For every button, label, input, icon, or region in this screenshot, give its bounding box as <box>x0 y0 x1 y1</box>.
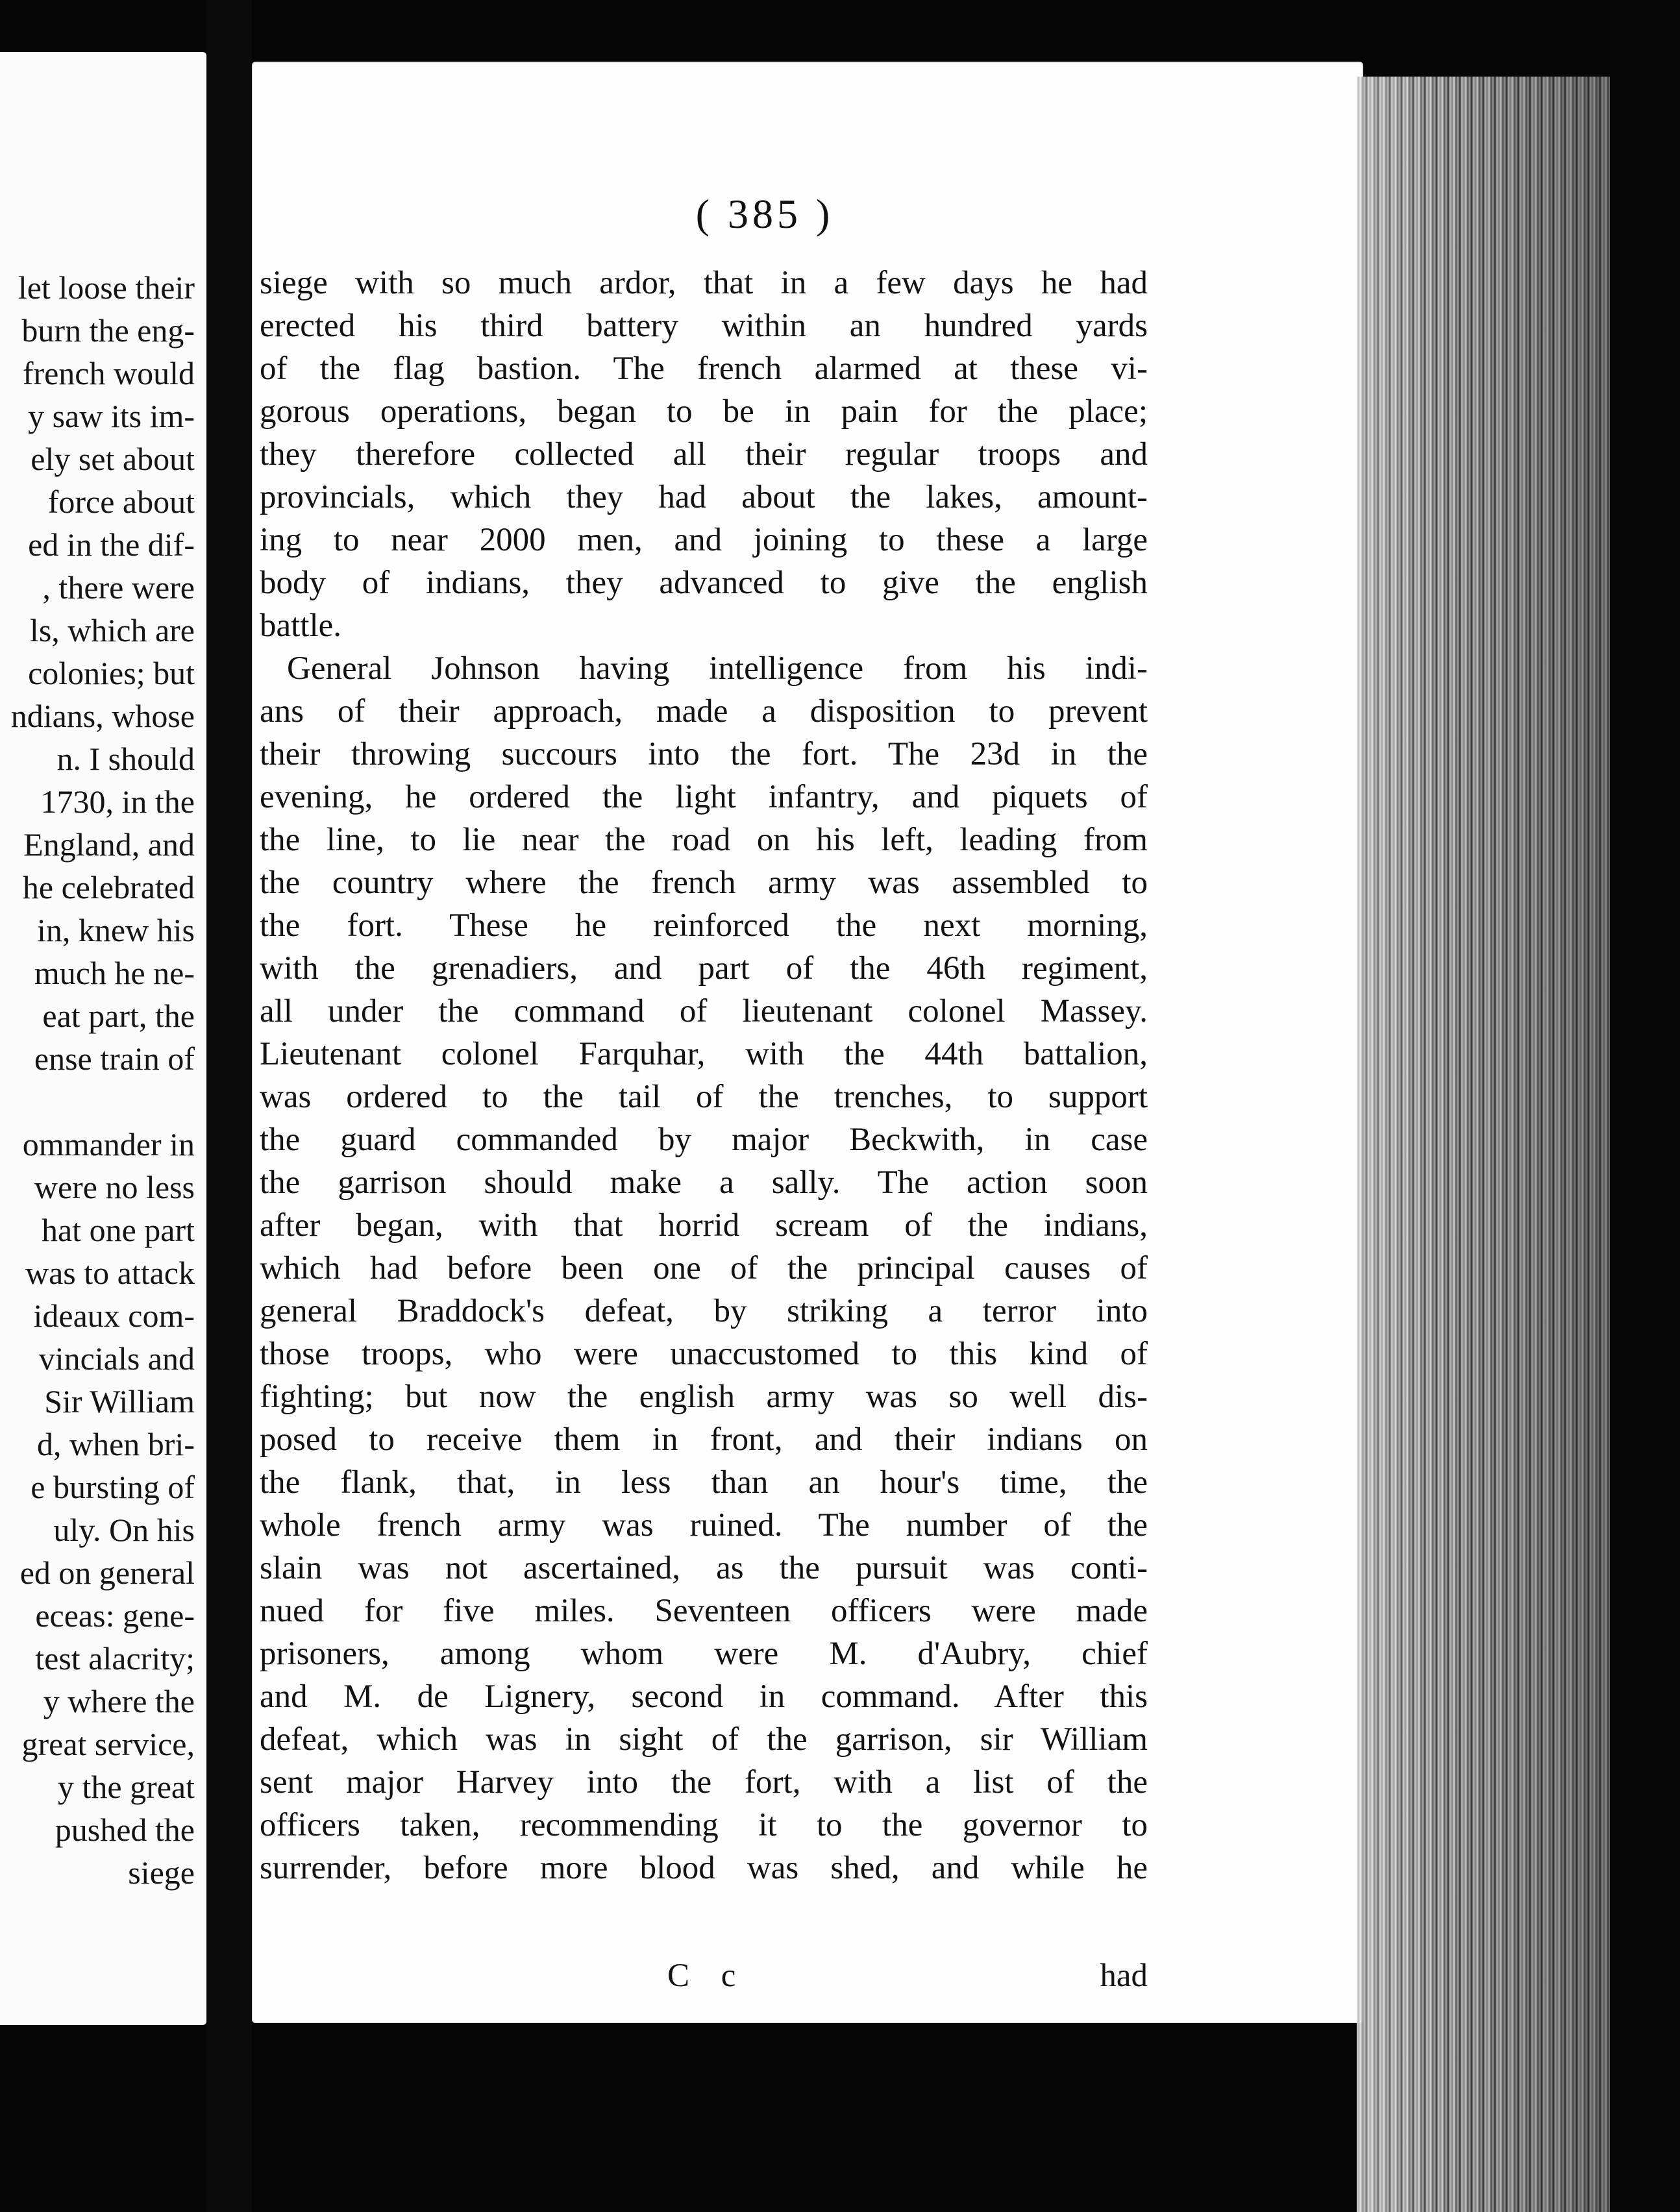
text-line: their throwing succours into the fort. The 23d in the <box>260 736 1148 772</box>
text-line: defeat, which was in sight of the garrison, sir William <box>260 1721 1148 1758</box>
left-line: , there were <box>42 569 195 606</box>
left-line <box>0 1080 195 1123</box>
left-line: uly. On his <box>53 1512 195 1548</box>
text-line: surrender, before more blood was shed, and while he <box>260 1850 1148 1886</box>
text-line: the fort. These he reinforced the next morning, <box>260 907 1148 944</box>
text-line: and M. de Lignery, second in command. After this <box>260 1678 1148 1715</box>
left-line: eat part, the <box>42 998 195 1034</box>
text-line: the garrison should make a sally. The action soon <box>260 1164 1148 1201</box>
catchword: had <box>1100 1958 1148 1994</box>
left-line: England, and <box>23 826 195 863</box>
text-line: with the grenadiers, and part of the 46th regiment, <box>260 950 1148 987</box>
left-line: ndians, whose <box>10 698 195 734</box>
text-line: the line, to lie near the road on his left, leading from <box>260 822 1148 858</box>
text-line: erected his third battery within an hundred yards <box>260 308 1148 344</box>
text-line: of the flag bastion. The french alarmed at these vi- <box>260 350 1148 387</box>
text-line: evening, he ordered the light infantry, and piquets of <box>260 779 1148 815</box>
page-number: ( 385 ) <box>695 191 834 237</box>
signature-mark: C c <box>667 1958 748 1994</box>
left-line: french would <box>22 355 195 391</box>
page-footer <box>260 1957 1148 2002</box>
left-line: hat one part <box>41 1212 195 1248</box>
text-line: general Braddock's defeat, by striking a terror into <box>260 1293 1148 1329</box>
left-line: e bursting of <box>31 1469 195 1505</box>
text-line: ans of their approach, made a disposition to prevent <box>260 693 1148 730</box>
scan-background-edge <box>1610 0 1680 2212</box>
left-line: ed on general <box>19 1555 195 1591</box>
left-line: much he ne- <box>34 955 195 991</box>
text-line: fighting; but now the english army was so well dis- <box>260 1379 1148 1415</box>
left-line: pushed the <box>55 1812 195 1848</box>
text-line: body of indians, they advanced to give the english <box>260 565 1148 601</box>
left-line: siege <box>128 1854 195 1891</box>
text-line: ing to near 2000 men, and joining to these a large <box>260 522 1148 558</box>
left-line: he celebrated <box>22 869 195 905</box>
text-line: all under the command of lieutenant colonel Massey. <box>260 993 1148 1029</box>
text-line: the guard commanded by major Beckwith, in case <box>260 1122 1148 1158</box>
left-line: 1730, in the <box>40 783 195 820</box>
left-line: ommander in <box>22 1126 195 1162</box>
text-line: Lieutenant colonel Farquhar, with the 44th battalion, <box>260 1036 1148 1072</box>
text-line: posed to receive them in front, and their indians on <box>260 1421 1148 1458</box>
text-line: the country where the french army was assembled to <box>260 865 1148 901</box>
left-line: d, when bri- <box>37 1426 195 1462</box>
text-line: those troops, who were unaccustomed to this kind of <box>260 1336 1148 1372</box>
page-stack-shading <box>1357 77 1610 2212</box>
left-line: y the great <box>57 1769 195 1805</box>
previous-page-text <box>0 266 195 1894</box>
left-line: in, knew his <box>36 912 195 948</box>
text-line: they therefore collected all their regular troops and <box>260 436 1148 473</box>
text-line: slain was not ascertained, as the pursuit was conti- <box>260 1550 1148 1586</box>
left-line: were no less <box>34 1169 195 1205</box>
text-line: whole french army was ruined. The number of the <box>260 1507 1148 1543</box>
text-line: after began, with that horrid scream of the indians, <box>260 1207 1148 1244</box>
text-line: provincials, which they had about the lakes, amount- <box>260 479 1148 515</box>
left-line: force about <box>47 484 195 520</box>
left-line: colonies; but <box>28 655 195 691</box>
left-line: n. I should <box>56 741 195 777</box>
text-line: sent major Harvey into the fort, with a list of the <box>260 1764 1148 1800</box>
text-line: was ordered to the tail of the trenches, to support <box>260 1079 1148 1115</box>
book-page <box>252 62 1363 2023</box>
book-gutter <box>206 0 252 2212</box>
left-line: ense train of <box>34 1040 195 1077</box>
left-line: test alacrity; <box>35 1640 195 1677</box>
left-line: burn the eng- <box>21 312 195 349</box>
left-line: ideaux com- <box>33 1297 195 1334</box>
left-line: ed in the dif- <box>28 526 195 563</box>
left-line: y where the <box>43 1683 195 1719</box>
text-line: officers taken, recommending it to the governor to <box>260 1807 1148 1843</box>
left-line: eceas: gene- <box>35 1597 195 1634</box>
left-line: ely set about <box>31 441 195 477</box>
text-line: battle. <box>260 608 342 644</box>
previous-page-fragment <box>0 52 206 2025</box>
text-line: which had before been one of the principal causes of <box>260 1250 1148 1286</box>
left-line: ls, which are <box>29 612 195 648</box>
page-body <box>260 262 1148 1889</box>
text-line: nued for five miles. Seventeen officers were made <box>260 1593 1148 1629</box>
left-line: let loose their <box>18 269 195 306</box>
left-line: was to attack <box>25 1255 195 1291</box>
text-line: General Johnson having intelligence from his indi- <box>287 650 1148 687</box>
left-line: Sir William <box>44 1383 195 1419</box>
left-line: great service, <box>21 1726 195 1762</box>
left-line: y saw its im- <box>28 398 195 434</box>
text-line: the flank, that, in less than an hour's time, the <box>260 1464 1148 1501</box>
text-line: prisoners, among whom were M. d'Aubry, chief <box>260 1636 1148 1672</box>
text-line: siege with so much ardor, that in a few days he had <box>260 265 1148 301</box>
text-line: gorous operations, began to be in pain for the place; <box>260 393 1148 430</box>
left-line: vincials and <box>38 1340 195 1377</box>
